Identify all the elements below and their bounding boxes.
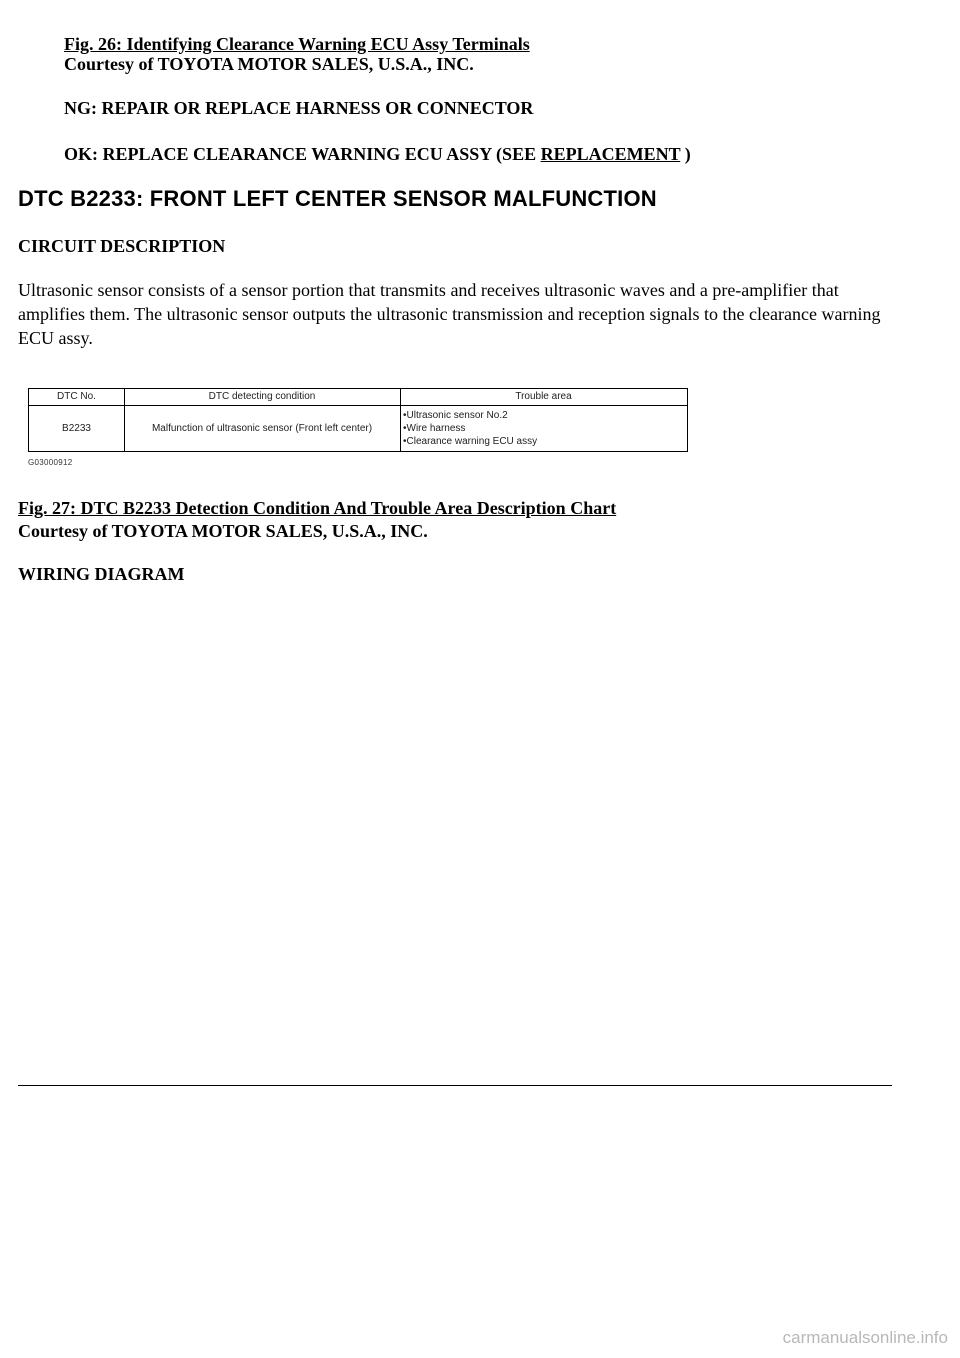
circuit-description-heading: CIRCUIT DESCRIPTION: [18, 236, 226, 256]
fig27-title: Fig. 27: DTC B2233 Detection Condition And Trouble Area Description Chart: [18, 498, 617, 518]
dtc-title: DTC B2233: FRONT LEFT CENTER SENSOR MALFUNCTION: [18, 186, 657, 211]
ng-result: NG: REPAIR OR REPLACE HARNESS OR CONNECTOR: [64, 98, 534, 118]
watermark: carmanualsonline.info: [782, 1328, 948, 1347]
header-detecting-condition: DTC detecting condition: [124, 389, 400, 406]
figure-code: G03000912: [28, 458, 73, 467]
fig26-title: Fig. 26: Identifying Clearance Warning ECU Assy Terminals: [64, 34, 530, 54]
cell-dtc-no: B2233: [62, 423, 91, 434]
header-trouble-area: Trouble area: [400, 389, 687, 406]
cell-detecting-condition: Malfunction of ultrasonic sensor (Front left center): [151, 423, 373, 434]
trouble-area-item: •Wire harness: [403, 423, 466, 434]
page-divider: [18, 1085, 892, 1086]
ok-result: [64, 143, 691, 165]
header-dtc-no: DTC No.: [29, 389, 124, 406]
circuit-description-body: Ultrasonic sensor consists of a sensor portion that transmits and receives ultrasonic waves and a pre-amplifier that amplifies them. The ultrasonic sensor outputs the ultrasonic transmission and reception signals to the clearance warning ECU assy.: [18, 280, 881, 348]
trouble-area-item: •Ultrasonic sensor No.2: [403, 410, 508, 421]
replacement-link[interactable]: REPLACEMENT: [540, 144, 681, 164]
trouble-area-item: •Clearance warning ECU assy: [403, 436, 538, 447]
fig26-courtesy: Courtesy of TOYOTA MOTOR SALES, U.S.A., INC.: [64, 54, 474, 74]
wiring-diagram-heading: WIRING DIAGRAM: [18, 564, 185, 584]
fig27-courtesy: Courtesy of TOYOTA MOTOR SALES, U.S.A., INC.: [18, 521, 428, 541]
ok-result-prefix: OK: REPLACE CLEARANCE WARNING ECU ASSY (SEE: [64, 144, 541, 164]
dtc-detection-chart: [28, 388, 688, 452]
ok-result-suffix: ): [680, 144, 691, 164]
cell-trouble-area: [400, 406, 687, 451]
